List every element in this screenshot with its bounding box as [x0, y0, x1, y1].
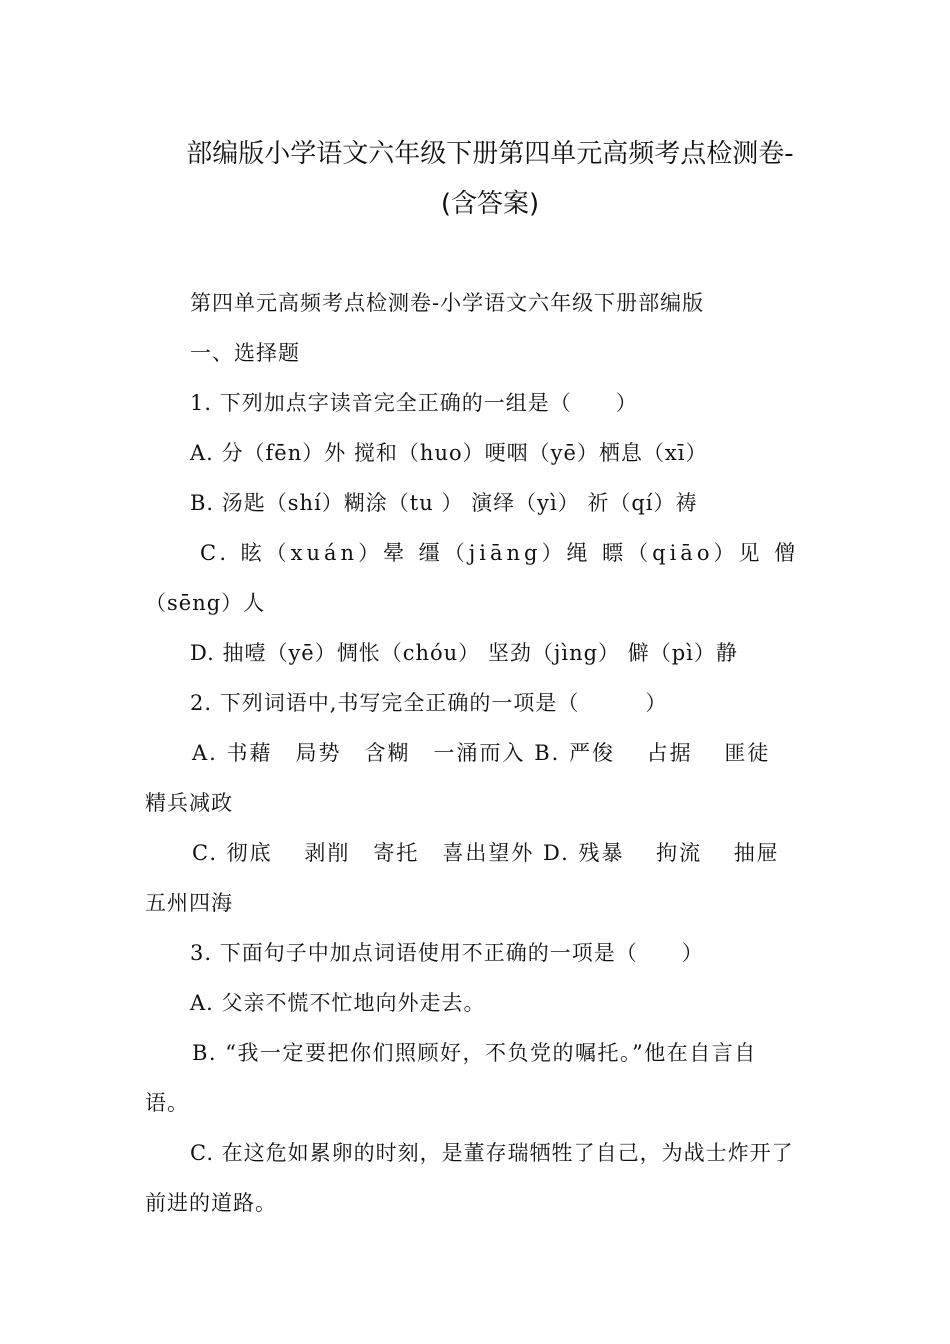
q3-stem: 3. 下面句子中加点词语使用不正确的一项是（ ） [190, 941, 704, 965]
document-subtitle: 第四单元高频考点检测卷-小学语文六年级下册部编版 [190, 291, 705, 315]
document-title-line2: (含答案) [440, 189, 540, 219]
document-title-line1: 部编版小学语文六年级下册第四单元高频考点检测卷- [186, 139, 794, 169]
q1-option-d: D. 抽噎（yē）惆怅（chóu） 坚劲（jìng） 僻（pì）静 [190, 641, 738, 665]
q2-options-cd-line2: 五州四海 [145, 891, 233, 915]
q2-options-ab-line1: A. 书藉 局势 含糊 一涌而入 B. 严俊 占据 匪徒 [192, 741, 771, 765]
q1-stem: 1. 下列加点字读音完全正确的一组是（ ） [190, 391, 638, 415]
q3-option-a: A. 父亲不慌不忙地向外走去。 [190, 991, 486, 1015]
q1-option-a: A. 分（fēn）外 搅和（huo）哽咽（yē）栖息（xī） [190, 441, 708, 465]
q1-option-c-line2: （sēng）人 [145, 591, 266, 615]
q3-option-c-line2: 前进的道路。 [145, 1191, 277, 1215]
q3-option-b-line2: 语。 [145, 1091, 189, 1115]
q2-stem: 2. 下列词语中,书写完全正确的一项是（ ） [190, 691, 668, 715]
section-heading-choice: 一、选择题 [190, 341, 300, 365]
q3-option-b-line1: B. “我一定要把你们照顾好，不负党的嘱托。”他在自言自 [192, 1041, 757, 1065]
q2-options-cd-line1: C. 彻底 剥削 寄托 喜出望外 D. 残暴 拘流 抽屉 [192, 841, 780, 865]
q2-options-ab-line2: 精兵减政 [145, 791, 233, 815]
q1-option-c-line1: C. 眩（xuán）晕 缰（jiāng）绳 瞟（qiāo）见 僧 [200, 541, 800, 565]
q1-option-b: B. 汤匙（shí）糊涂（tu ） 演绎（yì） 祈（qí）祷 [190, 491, 698, 515]
q3-option-c-line1: C. 在这危如累卵的时刻，是董存瑞牺牲了自己，为战士炸开了 [190, 1141, 794, 1165]
